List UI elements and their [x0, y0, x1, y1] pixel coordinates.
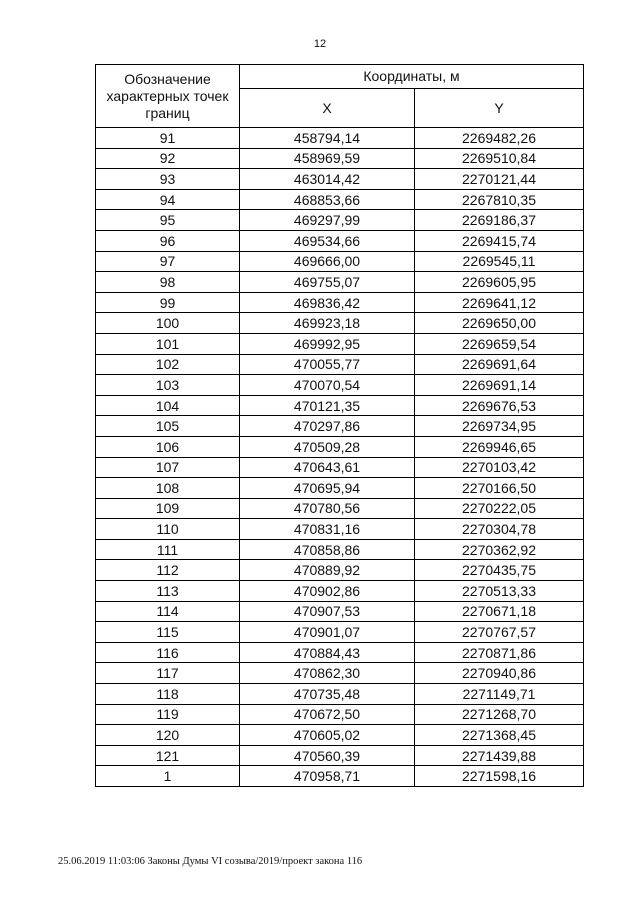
- x-cell: 470695,94: [240, 478, 415, 499]
- y-cell: 2269186,37: [415, 210, 584, 231]
- table-row: [96, 189, 584, 210]
- point-cell: 120: [96, 725, 240, 746]
- x-cell: 469755,07: [240, 272, 415, 293]
- y-cell: 2267810,35: [415, 189, 584, 210]
- x-cell: 463014,42: [240, 169, 415, 190]
- x-cell: 470672,50: [240, 704, 415, 725]
- table-row: [96, 292, 584, 313]
- x-cell: 470902,86: [240, 581, 415, 602]
- point-cell: 112: [96, 560, 240, 581]
- x-cell: 458794,14: [240, 128, 415, 149]
- point-cell: 101: [96, 333, 240, 354]
- table-row: [96, 395, 584, 416]
- y-cell: 2271598,16: [415, 766, 584, 787]
- table-row: [96, 519, 584, 540]
- y-cell: 2269676,53: [415, 395, 584, 416]
- y-cell: 2270121,44: [415, 169, 584, 190]
- x-cell: 470643,61: [240, 457, 415, 478]
- point-cell: 94: [96, 189, 240, 210]
- table-row: [96, 663, 584, 684]
- table-row: [96, 457, 584, 478]
- y-cell: 2269641,12: [415, 292, 584, 313]
- y-cell: 2269510,84: [415, 148, 584, 169]
- x-cell: 470297,86: [240, 416, 415, 437]
- y-cell: 2270222,05: [415, 498, 584, 519]
- point-cell: 116: [96, 642, 240, 663]
- y-cell: 2269691,14: [415, 375, 584, 396]
- x-cell: 470884,43: [240, 642, 415, 663]
- table-row: [96, 745, 584, 766]
- table-row: [96, 601, 584, 622]
- point-cell: 91: [96, 128, 240, 149]
- x-cell: 468853,66: [240, 189, 415, 210]
- point-cell: 115: [96, 622, 240, 643]
- table-row: [96, 704, 584, 725]
- x-cell: 470907,53: [240, 601, 415, 622]
- table-row: [96, 148, 584, 169]
- y-cell: 2270166,50: [415, 478, 584, 499]
- x-cell: 470862,30: [240, 663, 415, 684]
- table-row: [96, 333, 584, 354]
- header-x: X: [240, 88, 415, 127]
- y-cell: 2271439,88: [415, 745, 584, 766]
- x-cell: 470858,86: [240, 539, 415, 560]
- y-cell: 2269946,65: [415, 436, 584, 457]
- coordinates-table: [95, 64, 584, 787]
- point-cell: 100: [96, 313, 240, 334]
- point-cell: 118: [96, 684, 240, 705]
- y-cell: 2271149,71: [415, 684, 584, 705]
- x-cell: 469297,99: [240, 210, 415, 231]
- table-row: [96, 210, 584, 231]
- point-cell: 96: [96, 230, 240, 251]
- x-cell: 469534,66: [240, 230, 415, 251]
- y-cell: 2269482,26: [415, 128, 584, 149]
- x-cell: 470958,71: [240, 766, 415, 787]
- point-cell: 95: [96, 210, 240, 231]
- table-row: [96, 622, 584, 643]
- y-cell: 2269659,54: [415, 333, 584, 354]
- x-cell: 470831,16: [240, 519, 415, 540]
- y-cell: 2269545,11: [415, 251, 584, 272]
- y-cell: 2270103,42: [415, 457, 584, 478]
- table-row: [96, 128, 584, 149]
- x-cell: 470735,48: [240, 684, 415, 705]
- y-cell: 2269691,64: [415, 354, 584, 375]
- y-cell: 2270304,78: [415, 519, 584, 540]
- table-row: [96, 230, 584, 251]
- point-cell: 113: [96, 581, 240, 602]
- point-cell: 106: [96, 436, 240, 457]
- table-row: [96, 478, 584, 499]
- point-cell: 103: [96, 375, 240, 396]
- x-cell: 470780,56: [240, 498, 415, 519]
- y-cell: 2270362,92: [415, 539, 584, 560]
- page-number: 12: [313, 38, 327, 50]
- point-cell: 108: [96, 478, 240, 499]
- point-cell: 92: [96, 148, 240, 169]
- point-cell: 1: [96, 766, 240, 787]
- x-cell: 469666,00: [240, 251, 415, 272]
- x-cell: 470901,07: [240, 622, 415, 643]
- x-cell: 470560,39: [240, 745, 415, 766]
- y-cell: 2270940,86: [415, 663, 584, 684]
- point-cell: 107: [96, 457, 240, 478]
- table-row: [96, 354, 584, 375]
- y-cell: 2270767,57: [415, 622, 584, 643]
- table-row: [96, 436, 584, 457]
- table-row: [96, 766, 584, 787]
- document-footer: 25.06.2019 11:03:06 Законы Думы VI созыва/2019/проект закона 116: [58, 856, 363, 867]
- y-cell: 2270435,75: [415, 560, 584, 581]
- table-row: [96, 642, 584, 663]
- point-cell: 117: [96, 663, 240, 684]
- table-row: [96, 725, 584, 746]
- x-cell: 469836,42: [240, 292, 415, 313]
- table-row: [96, 581, 584, 602]
- header-point-designation: Обозначение характерных точек границ: [96, 65, 240, 128]
- header-y: Y: [415, 88, 584, 127]
- point-cell: 119: [96, 704, 240, 725]
- point-cell: 110: [96, 519, 240, 540]
- table-row: [96, 251, 584, 272]
- point-cell: 98: [96, 272, 240, 293]
- point-cell: 105: [96, 416, 240, 437]
- point-cell: 111: [96, 539, 240, 560]
- point-cell: 97: [96, 251, 240, 272]
- y-cell: 2271268,70: [415, 704, 584, 725]
- y-cell: 2271368,45: [415, 725, 584, 746]
- y-cell: 2269734,95: [415, 416, 584, 437]
- x-cell: 458969,59: [240, 148, 415, 169]
- y-cell: 2269605,95: [415, 272, 584, 293]
- x-cell: 470509,28: [240, 436, 415, 457]
- table-row: [96, 272, 584, 293]
- x-cell: 469992,95: [240, 333, 415, 354]
- x-cell: 470055,77: [240, 354, 415, 375]
- table-row: [96, 169, 584, 190]
- table-row: [96, 416, 584, 437]
- y-cell: 2270671,18: [415, 601, 584, 622]
- header-coordinates: Координаты, м: [240, 65, 584, 89]
- table-row: [96, 560, 584, 581]
- x-cell: 469923,18: [240, 313, 415, 334]
- y-cell: 2270871,86: [415, 642, 584, 663]
- point-cell: 109: [96, 498, 240, 519]
- y-cell: 2269650,00: [415, 313, 584, 334]
- x-cell: 470070,54: [240, 375, 415, 396]
- y-cell: 2270513,33: [415, 581, 584, 602]
- table-row: [96, 684, 584, 705]
- point-cell: 102: [96, 354, 240, 375]
- table-row: [96, 375, 584, 396]
- table-row: [96, 498, 584, 519]
- x-cell: 470605,02: [240, 725, 415, 746]
- x-cell: 470121,35: [240, 395, 415, 416]
- point-cell: 93: [96, 169, 240, 190]
- table-row: [96, 539, 584, 560]
- point-cell: 99: [96, 292, 240, 313]
- x-cell: 470889,92: [240, 560, 415, 581]
- point-cell: 114: [96, 601, 240, 622]
- point-cell: 121: [96, 745, 240, 766]
- table-row: [96, 313, 584, 334]
- point-cell: 104: [96, 395, 240, 416]
- y-cell: 2269415,74: [415, 230, 584, 251]
